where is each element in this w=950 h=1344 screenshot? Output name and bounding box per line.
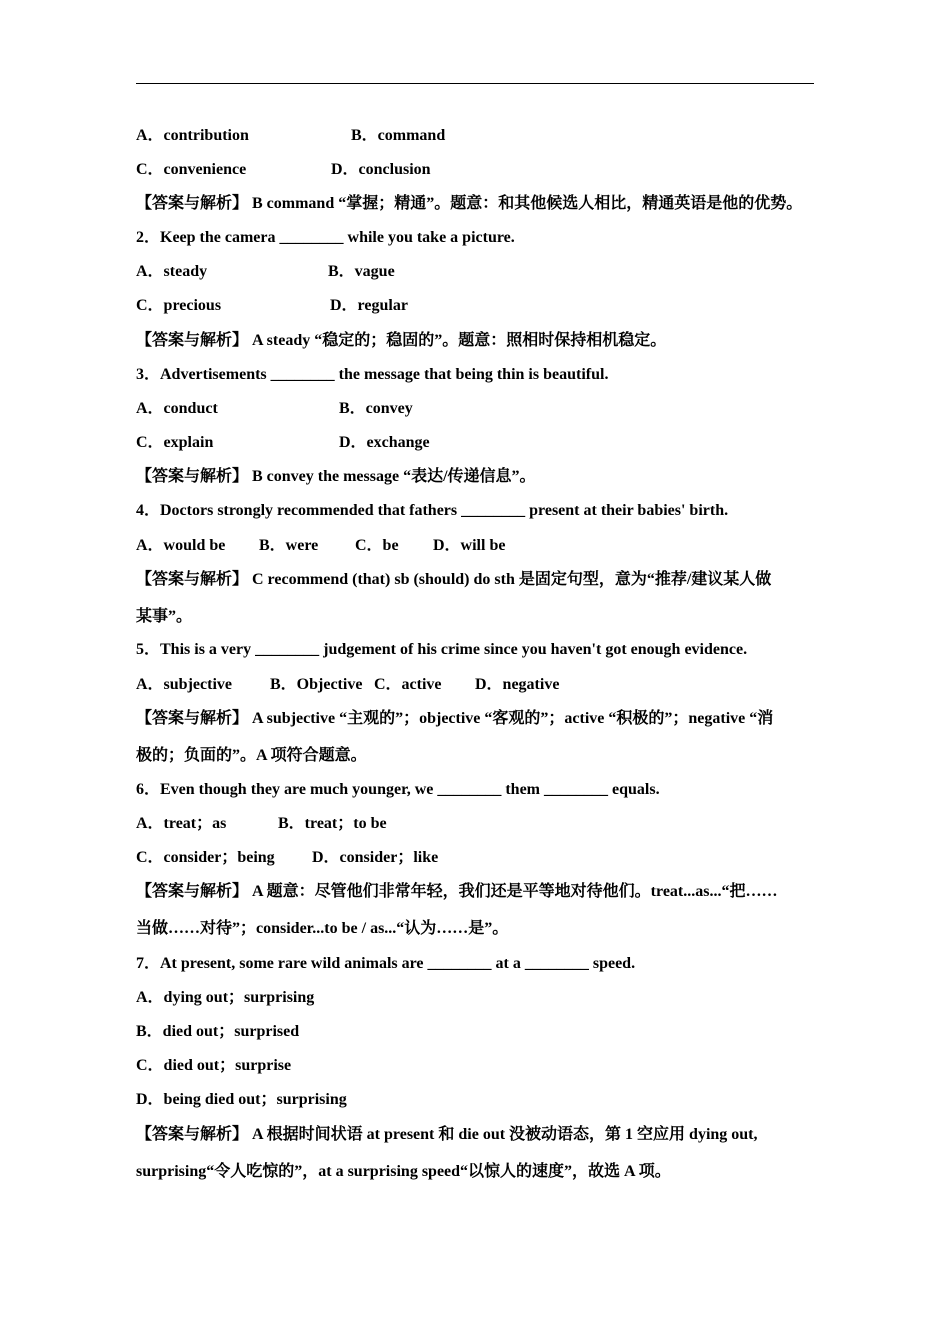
q4-option-b: B．were [259,537,319,554]
q3-option-b: B．convey [339,400,413,417]
q2-option-c: C．precious [136,297,222,314]
q7-stem: 7．At present, some rare wild animals are ________ at a ________ speed. [136,955,636,972]
q1-option-d: D．conclusion [331,161,431,178]
q5-option-c: C．active [374,676,442,693]
q1-option-b: B．command [351,127,446,144]
q4-stem: 4．Doctors strongly recommended that fathers ________ present at their babies' birth. [136,502,729,519]
q7-option-d: D．being died out；surprising [136,1091,347,1108]
q1-answer: 【答案与解析】 B command “掌握；精通”。题意：和其他候选人相比，精通英语是他的优势。 [136,195,803,212]
q6-answer-line-1: 【答案与解析】 A 题意：尽管他们非常年轻，我们还是平等地对待他们。treat...as...“把…… [136,883,778,900]
q3-option-a: A．conduct [136,400,218,417]
q3-stem: 3．Advertisements ________ the message that being thin is beautiful. [136,366,609,383]
q5-answer-line-1: 【答案与解析】 A subjective “主观的”；objective “客观的”；active “积极的”；negative “消 [136,710,774,727]
q2-stem: 2．Keep the camera ________ while you take a picture. [136,229,515,246]
q3-answer: 【答案与解析】 B convey the message “表达/传递信息”。 [136,468,536,485]
q4-option-c: C．be [355,537,399,554]
q1-option-c: C．convenience [136,161,247,178]
q4-option-d: D．will be [433,537,506,554]
q2-option-d: D．regular [330,297,408,314]
q5-answer-line-2: 极的；负面的”。A 项符合题意。 [136,747,367,764]
header-rule [136,83,814,84]
q2-option-a: A．steady [136,263,208,280]
q7-answer-line-2: surprising“令人吃惊的”，at a surprising speed“以惊人的速度”，故选 A 项。 [136,1163,671,1180]
q4-option-a: A．would be [136,537,226,554]
q7-answer-line-1: 【答案与解析】 A 根据时间状语 at present 和 die out 没被动语态，第 1 空应用 dying out, [136,1126,758,1143]
q4-answer-line-2: 某事”。 [136,608,193,625]
q6-option-a: A．treat；as [136,815,227,832]
q6-answer-line-2: 当做……对待”；consider...to be / as...“认为……是”。 [136,920,509,937]
q1-option-a: A．contribution [136,127,249,144]
q6-option-c: C．consider；being [136,849,275,866]
q6-option-b: B．treat；to be [278,815,387,832]
q7-option-b: B．died out；surprised [136,1023,300,1040]
q2-answer: 【答案与解析】 A steady “稳定的；稳固的”。题意：照相时保持相机稳定。 [136,332,667,349]
q3-option-c: C．explain [136,434,214,451]
q6-stem: 6．Even though they are much younger, we ________ them ________ equals. [136,781,660,798]
q5-option-a: A．subjective [136,676,232,693]
q7-option-c: C．died out；surprise [136,1057,292,1074]
q3-option-d: D．exchange [339,434,430,451]
q5-option-b: B．Objective [270,676,363,693]
q4-answer-line-1: 【答案与解析】 C recommend (that) sb (should) do sth 是固定句型，意为“推荐/建议某人做 [136,571,772,588]
q7-option-a: A．dying out；surprising [136,989,315,1006]
q5-option-d: D．negative [475,676,560,693]
q6-option-d: D．consider；like [312,849,439,866]
q5-stem: 5．This is a very ________ judgement of his crime since you haven't got enough evidence. [136,641,748,658]
q2-option-b: B．vague [328,263,395,280]
